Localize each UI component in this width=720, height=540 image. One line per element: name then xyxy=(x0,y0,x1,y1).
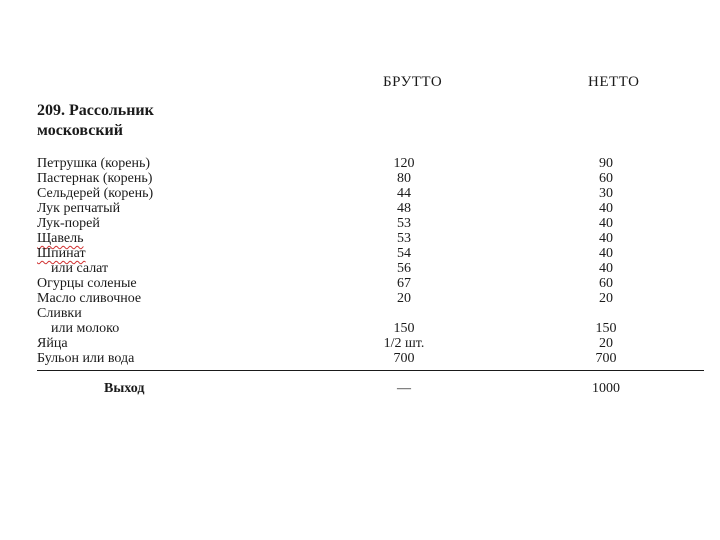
table-row xyxy=(0,201,720,216)
table-row xyxy=(0,321,720,336)
netto-value: 40 xyxy=(599,201,613,216)
netto-value: 20 xyxy=(599,291,613,306)
ingredient-name: Яйца xyxy=(37,336,68,351)
ingredient-name: Сельдерей (корень) xyxy=(37,186,154,201)
brutto-value: 67 xyxy=(397,276,411,291)
table-row xyxy=(0,261,720,276)
table-row xyxy=(0,171,720,186)
table-row xyxy=(0,351,720,366)
table-row xyxy=(0,186,720,201)
brutto-value: 53 xyxy=(397,216,411,231)
yield-netto: 1000 xyxy=(592,381,620,396)
netto-value: 90 xyxy=(599,156,613,171)
brutto-value: 700 xyxy=(393,351,415,366)
ingredient-name: Масло сливочное xyxy=(37,291,142,306)
ingredient-name: или салат xyxy=(51,261,109,276)
netto-value: 20 xyxy=(599,336,613,351)
column-header-netto: НЕТТО xyxy=(588,74,640,90)
brutto-value: 54 xyxy=(397,246,411,261)
table-row xyxy=(0,156,720,171)
yield-label: Выход xyxy=(104,381,145,396)
netto-value: 40 xyxy=(599,246,613,261)
ingredient-name: Шпинат xyxy=(37,246,86,261)
brutto-value: 53 xyxy=(397,231,411,246)
table-row xyxy=(0,216,720,231)
netto-value: 40 xyxy=(599,261,613,276)
yield-brutto: — xyxy=(397,381,411,396)
recipe-title-line2: московский xyxy=(37,122,123,139)
netto-value: 40 xyxy=(599,216,613,231)
ingredient-name: Бульон или вода xyxy=(37,351,135,366)
ingredient-name: Лук-порей xyxy=(37,216,100,231)
netto-value: 60 xyxy=(599,171,613,186)
netto-value: 700 xyxy=(595,351,617,366)
ingredient-name: Сливки xyxy=(37,306,82,321)
brutto-value: 1/2 шт. xyxy=(383,336,425,351)
table-row xyxy=(0,291,720,306)
divider-rule xyxy=(37,370,704,371)
brutto-value: 20 xyxy=(397,291,411,306)
ingredient-name: Петрушка (корень) xyxy=(37,156,151,171)
ingredient-name: Огурцы соленые xyxy=(37,276,137,291)
ingredient-name: Щавель xyxy=(37,231,84,246)
ingredient-name: Лук репчатый xyxy=(37,201,121,216)
netto-value: 30 xyxy=(599,186,613,201)
column-header-brutto: БРУТТО xyxy=(383,74,443,90)
brutto-value: 80 xyxy=(397,171,411,186)
brutto-value: 56 xyxy=(397,261,411,276)
netto-value: 40 xyxy=(599,231,613,246)
netto-value: 150 xyxy=(595,321,617,336)
recipe-title-line1: 209. Рассольник xyxy=(37,102,154,119)
table-row xyxy=(0,336,720,351)
table-row xyxy=(0,246,720,261)
brutto-value: 48 xyxy=(397,201,411,216)
table-row xyxy=(0,276,720,291)
brutto-value: 120 xyxy=(393,156,415,171)
table-row xyxy=(0,231,720,246)
table-row xyxy=(0,306,720,321)
ingredient-table xyxy=(0,156,720,366)
recipe-title xyxy=(37,101,154,141)
ingredient-name: или молоко xyxy=(51,321,120,336)
brutto-value: 44 xyxy=(397,186,411,201)
ingredient-name: Пастернак (корень) xyxy=(37,171,153,186)
netto-value: 60 xyxy=(599,276,613,291)
brutto-value: 150 xyxy=(393,321,415,336)
